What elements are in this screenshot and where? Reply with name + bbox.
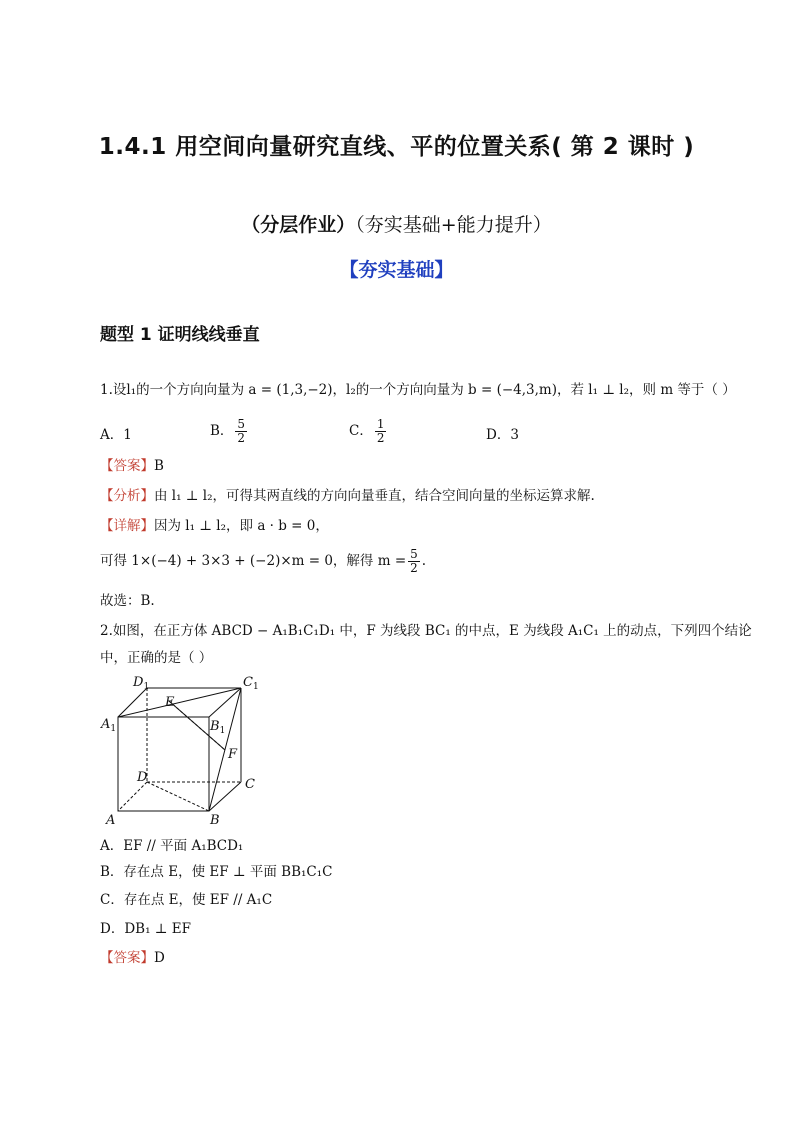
q1-option-c bbox=[349, 418, 388, 445]
q1-options bbox=[100, 418, 700, 448]
q2-answer bbox=[100, 948, 165, 968]
q1-choose: 故选：B. bbox=[100, 593, 155, 609]
q1-option-b-fraction bbox=[235, 418, 247, 445]
q1-calc-num: 5 bbox=[410, 547, 418, 561]
label-a1: $A_1$ bbox=[101, 717, 117, 734]
label-b: B bbox=[210, 813, 220, 828]
subtitle bbox=[0, 210, 793, 237]
label-e: E bbox=[165, 695, 175, 710]
q1-analysis bbox=[100, 486, 595, 506]
subtitle-bold: （分层作业） bbox=[241, 214, 356, 236]
page-title: 1.4.1 用空间向量研究直线、平的位置关系( 第 2 课时 ) bbox=[98, 134, 695, 160]
q2-stem-line2: 中，正确的是（ ） bbox=[100, 650, 213, 666]
label-c: C bbox=[245, 777, 255, 792]
q1-option-b bbox=[210, 418, 249, 445]
label-b1: $B_1$ bbox=[210, 719, 226, 736]
q1-calc bbox=[100, 548, 426, 575]
q1-calc-post: . bbox=[421, 553, 427, 569]
q1-calc-den: 2 bbox=[410, 561, 418, 575]
question-type-heading: 题型 1 证明线线垂直 bbox=[100, 325, 260, 345]
q2-option-b: B．存在点 E，使 EF ⊥ 平面 BB₁C₁C bbox=[100, 864, 333, 880]
q2-option-d: D．DB₁ ⊥ EF bbox=[100, 921, 191, 937]
label-c1: $C_1$ bbox=[243, 675, 259, 692]
q1-detail-tag: 【详解】 bbox=[100, 518, 154, 534]
cube-figure bbox=[100, 674, 270, 829]
q1-option-b-label: B． bbox=[210, 423, 234, 439]
q1-detail-text: 因为 l₁ ⊥ l₂，即 a · b = 0， bbox=[154, 518, 329, 534]
q1-option-a: A．1 bbox=[100, 427, 132, 443]
q1-option-c-num: 1 bbox=[376, 417, 385, 431]
q1-answer-tag: 【答案】 bbox=[100, 458, 154, 474]
q2-answer-value: D bbox=[154, 950, 165, 966]
subtitle-normal: （夯实基础+能力提升） bbox=[355, 214, 552, 236]
section-heading: 【夯实基础】 bbox=[339, 259, 454, 281]
q1-stem: 1.设l₁的一个方向向量为 a = (1,3,−2)，l₂的一个方向向量为 b = (−4,3,m)，若 l₁ ⊥ l₂，则 m 等于（ ） bbox=[100, 382, 736, 398]
q2-stem-line1: 2.如图，在正方体 ABCD − A₁B₁C₁D₁ 中，F 为线段 BC₁ 的中点，E 为线段 A₁C₁ 上的动点，下列四个结论 bbox=[100, 623, 752, 639]
q1-option-c-fraction bbox=[375, 418, 387, 445]
q1-option-c-den: 2 bbox=[376, 431, 385, 445]
q1-option-b-num: 5 bbox=[237, 417, 246, 431]
q1-analysis-text: 由 l₁ ⊥ l₂，可得其两直线的方向向量垂直，结合空间向量的坐标运算求解. bbox=[154, 488, 595, 504]
q2-option-c: C．存在点 E，使 EF // A₁C bbox=[100, 892, 273, 908]
q1-detail bbox=[100, 516, 329, 536]
q1-calc-pre: 可得 1×(−4) + 3×3 + (−2)×m = 0，解得 m = bbox=[100, 553, 407, 569]
q1-answer bbox=[100, 456, 164, 476]
q1-analysis-tag: 【分析】 bbox=[100, 488, 154, 504]
q2-answer-tag: 【答案】 bbox=[100, 950, 154, 966]
q1-option-c-label: C． bbox=[349, 423, 373, 439]
q2-option-a: A．EF // 平面 A₁BCD₁ bbox=[100, 838, 244, 854]
label-f: F bbox=[228, 747, 238, 762]
q1-option-d: D．3 bbox=[486, 427, 519, 443]
q1-answer-value: B bbox=[154, 458, 164, 474]
q1-calc-fraction bbox=[408, 548, 420, 575]
q1-option-b-den: 2 bbox=[237, 431, 246, 445]
label-d1: $D_1$ bbox=[133, 675, 150, 692]
label-d: D bbox=[137, 770, 148, 785]
label-a: A bbox=[106, 813, 116, 828]
